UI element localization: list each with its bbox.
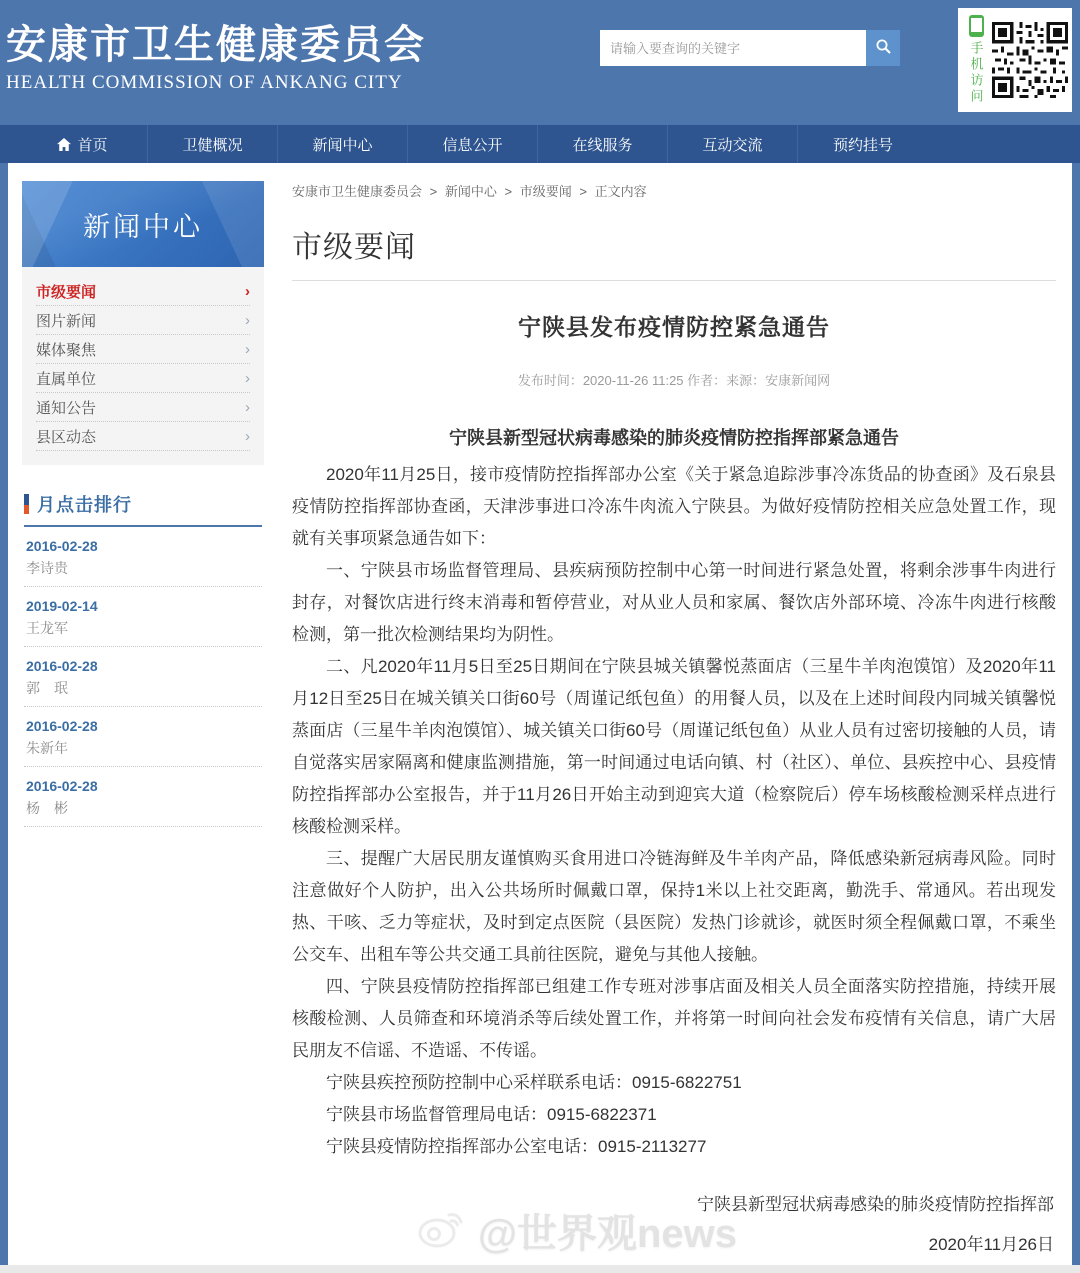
nav-item-online-services[interactable] [538, 125, 668, 163]
sidebar-section-title: 新闻中心 [22, 181, 264, 267]
sidebar-item-label: 直属单位 [36, 370, 97, 388]
sidebar-item-label: 图片新闻 [36, 312, 97, 330]
ranking-name: 朱新年 [26, 740, 68, 756]
sidebar-item-county-dynamics[interactable] [36, 422, 250, 451]
nav-item-interaction[interactable] [668, 125, 798, 163]
ranking-item[interactable] [24, 527, 262, 587]
breadcrumb-item-article: 正文内容 [594, 184, 647, 199]
nav-item-label: 预约挂号 [832, 136, 893, 154]
ranking-date: 2016-02-28 [26, 538, 98, 554]
contact-line: 宁陕县疾控预防控制中心采样联系电话：0915-6822751 [326, 1073, 742, 1092]
nav-item-label: 新闻中心 [312, 136, 373, 154]
ranking-item[interactable] [24, 707, 262, 767]
sidebar-item-label: 通知公告 [36, 399, 97, 417]
article-body-heading: 宁陕县新型冠状病毒感染的肺炎疫情防控指挥部紧急通告 [449, 428, 899, 448]
ranking-name: 王龙军 [26, 620, 68, 636]
article-signature [292, 1185, 1056, 1265]
nav-item-label: 在线服务 [572, 136, 633, 154]
ranking-date: 2016-02-28 [26, 778, 98, 794]
qr-panel [958, 8, 1072, 112]
nav-item-label: 首页 [77, 136, 108, 154]
ranking-header [24, 491, 262, 527]
breadcrumb-item-news-center[interactable]: 新闻中心 [444, 184, 497, 199]
ranking-name: 郭 珉 [26, 680, 68, 696]
sidebar-item-media-focus[interactable] [36, 335, 250, 364]
article-title: 宁陕县发布疫情防控紧急通告 [518, 314, 830, 340]
nav-item-appointment[interactable] [798, 125, 928, 163]
breadcrumb [292, 181, 1056, 200]
mobile-phone-icon [969, 15, 984, 37]
watermark-text: @世界观news [478, 1212, 738, 1256]
chevron-right-icon: › [245, 369, 250, 387]
sidebar-item-label: 市级要闻 [36, 283, 97, 301]
ranking-item[interactable] [24, 587, 262, 647]
sidebar-item-label: 县区动态 [36, 428, 97, 446]
chevron-right-icon: › [245, 311, 250, 329]
page-title: 市级要闻 [292, 231, 416, 264]
nav-item-news-center[interactable] [278, 125, 408, 163]
sidebar-item-affiliated-units[interactable] [36, 364, 250, 393]
signature-org: 宁陕县新型冠状病毒感染的肺炎疫情防控指挥部 [697, 1195, 1054, 1214]
chevron-right-icon: › [245, 282, 250, 300]
sidebar-item-label: 媒体聚焦 [36, 341, 97, 359]
search-input[interactable] [600, 30, 866, 66]
contact-line: 宁陕县疫情防控指挥部办公室电话：0915-2113277 [326, 1137, 707, 1156]
nav-item-label: 卫健概况 [182, 136, 243, 154]
ranking-date: 2016-02-28 [26, 658, 98, 674]
page-divider [292, 280, 1056, 281]
article-paragraph: 一、宁陕县市场监督管理局、县疾病预防控制中心第一时间进行紧急处置，将剩余涉事牛肉进行封存，对餐饮店进行终末消毒和暂停营业，对从业人员和家属、餐饮店外部环境、冷冻牛肉进行核酸检测，第一批次检测结果均为阴性。 [292, 561, 1056, 644]
site-title: 安康市卫生健康委员会 [6, 23, 426, 67]
nav-item-home[interactable] [18, 125, 148, 163]
article-paragraph: 2020年11月25日，接市疫情防控指挥部办公室《关于紧急追踪涉事冷冻货品的协查函》及石泉县疫情防控指挥部协查函，天津涉事进口冷冻牛肉流入宁陕县。为做好疫情防控相关应急处置工作，现就有关事项紧急通告如下： [292, 465, 1056, 548]
ranking-title: 月点击排行 [37, 495, 132, 515]
search-button[interactable] [866, 30, 900, 66]
sidebar [22, 181, 264, 1265]
article-paragraph: 三、提醒广大居民朋友谨慎购买食用进口冷链海鲜及牛羊肉产品，降低感染新冠病毒风险。同时注意做好个人防护，出入公共场所时佩戴口罩，保持1米以上社交距离，勤洗手、常通风。若出现发热、干咳、乏力等症状，及时到定点医院（县医院）发热门诊就诊，就医时须全程佩戴口罩，不乘坐公交车、出租车等公共交通工具前往医院，避免与其他人接触。 [292, 849, 1056, 964]
qr-code-image [992, 15, 1068, 105]
breadcrumb-item-city-news[interactable]: 市级要闻 [519, 184, 572, 199]
nav-item-overview[interactable] [148, 125, 278, 163]
article-paragraph: 二、凡2020年11月5日至25日期间在宁陕县城关镇馨悦蒸面店（三星牛羊肉泡馍馆）及2020年11月12日至25日在城关镇关口街60号（周谨记纸包鱼）的用餐人员，以及在上述时间段内同城关镇馨悦蒸面店（三星牛羊肉泡馍馆）、城关镇关口街60号（周谨记纸包鱼）从业人员有过密切接触的人员，请自觉落实居家隔离和健康监测措施，第一时间通过电话向镇、村（社区）、单位、县疾控中心、县疫情防控指挥部办公室报告，并于11月26日开始主动到迎宾大道（检察院后）停车场核酸检测采样点进行核酸检测采样。 [292, 657, 1056, 836]
search-bar [600, 30, 900, 66]
bottom-strip [0, 1265, 1080, 1273]
sidebar-item-photo-news[interactable] [36, 306, 250, 335]
chevron-right-icon: › [245, 340, 250, 358]
contact-line: 宁陕县市场监督管理局电话：0915-6822371 [326, 1105, 657, 1124]
site-header [0, 0, 1080, 125]
main-nav [0, 125, 1080, 163]
content-wrapper [0, 163, 1080, 1265]
sidebar-item-city-news[interactable] [36, 277, 250, 306]
ranking-item[interactable] [24, 647, 262, 707]
chevron-right-icon: › [245, 398, 250, 416]
nav-item-label: 互动交流 [702, 136, 763, 154]
ranking-item[interactable] [24, 767, 262, 827]
sidebar-menu [22, 267, 264, 465]
chevron-right-icon: › [245, 427, 250, 445]
qr-label: 手机访问 [968, 41, 984, 105]
main-content [292, 181, 1058, 1265]
ranking-date: 2019-02-14 [26, 598, 98, 614]
breadcrumb-item-site[interactable]: 安康市卫生健康委员会 [292, 184, 423, 199]
site-subtitle: HEALTH COMMISSION OF ANKANG CITY [6, 72, 403, 93]
signature-date: 2020年11月26日 [928, 1235, 1054, 1254]
breadcrumb-separator: > [429, 184, 438, 199]
breadcrumb-separator: > [504, 184, 513, 199]
article-paragraph: 四、宁陕县疫情防控指挥部已组建工作专班对涉事店面及相关人员全面落实防控措施，持续开展核酸检测、人员筛查和环境消杀等后续处置工作，并将第一时间向社会发布疫情有关信息，请广大居民朋友不信谣、不造谣、不传谣。 [292, 977, 1056, 1060]
home-icon [57, 138, 71, 151]
sidebar-item-notices[interactable] [36, 393, 250, 422]
ranking-name: 李诗贵 [26, 560, 68, 576]
search-icon [875, 38, 892, 58]
article-meta: 发布时间：2020-11-26 11:25 作者：来源：安康新闻网 [517, 373, 831, 388]
ranking-name: 杨 彬 [26, 800, 68, 816]
breadcrumb-separator: > [579, 184, 587, 199]
nav-item-info-disclosure[interactable] [408, 125, 538, 163]
monthly-ranking [22, 491, 264, 827]
ranking-date: 2016-02-28 [26, 718, 98, 734]
nav-item-label: 信息公开 [442, 136, 503, 154]
ranking-bar-icon [24, 494, 29, 514]
article-body [292, 423, 1056, 1163]
